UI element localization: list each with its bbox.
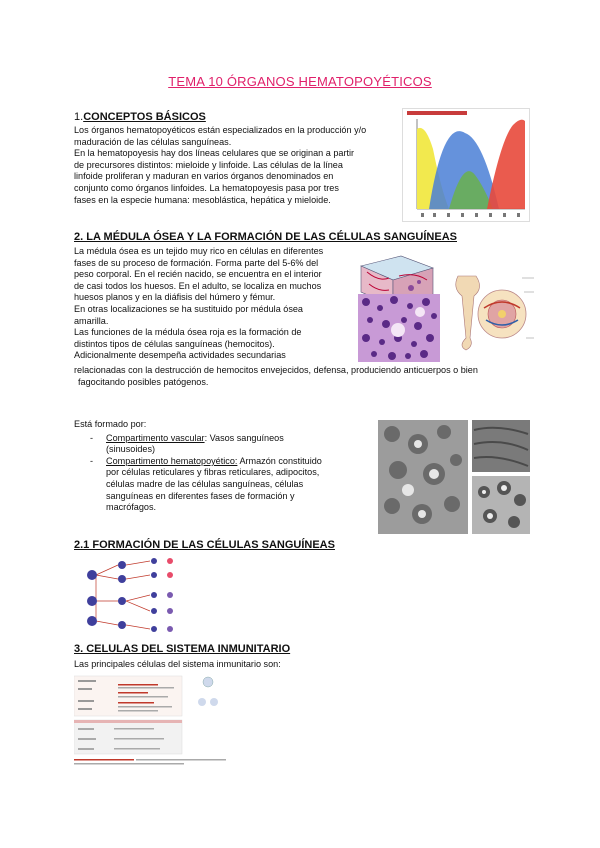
section-3-intro-text: Las principales células del sistema inmunitario son: bbox=[74, 659, 281, 669]
bullet-dash: - bbox=[90, 432, 94, 443]
text-line: En otras localizaciones se ha sustituido por médula ósea bbox=[74, 303, 303, 314]
formed-by-block bbox=[74, 419, 322, 514]
text-line: linfoide proliferan y maduran en varios órganos denominados en bbox=[74, 171, 334, 182]
section-2-heading: 2. LA MÉDULA ÓSEA Y LA FORMACIÓN DE LAS CÉLULAS SANGUÍNEAS bbox=[74, 231, 457, 243]
text-line: relacionadas con la destrucción de hemocitos envejecidos, defensa, produciendo anticuerpos o bien bbox=[74, 364, 478, 375]
section-1-title: CONCEPTOS BÁSICOS bbox=[83, 111, 206, 123]
text-line: Adicionalmente desempeña actividades secundarias bbox=[74, 350, 286, 361]
section-2-1-heading: 2.1 FORMACIÓN DE LAS CÉLULAS SANGUÍNEAS bbox=[74, 539, 335, 551]
bullet-vascular bbox=[74, 433, 322, 445]
text-line: fagocitando posibles patógenos. bbox=[78, 376, 209, 387]
section-3-intro bbox=[74, 659, 281, 671]
bullet-label: Compartimento hematopoyético: bbox=[106, 455, 238, 466]
bone-marrow-histology-image bbox=[358, 294, 440, 362]
section-3-heading: 3. CELULAS DEL SISTEMA INMUNITARIO bbox=[74, 643, 291, 655]
marrow-micrograph-collage bbox=[378, 420, 530, 534]
section-1-number: 1. bbox=[74, 111, 84, 123]
bullet-continuation: macrófagos. bbox=[106, 502, 157, 513]
bullet-continuation: (sinusoides) bbox=[106, 444, 156, 455]
bone-anatomy-figure bbox=[444, 268, 538, 352]
page-title: TEMA 10 ÓRGANOS HEMATOPOYÉTICOS bbox=[168, 74, 432, 89]
bullet-dash: - bbox=[90, 455, 94, 466]
text-line: huesos planos y en la diáfisis del húmero y fémur. bbox=[74, 292, 276, 303]
text-line: En la hematopoyesis hay dos líneas celulares que se originan a partir bbox=[74, 148, 355, 159]
bullet-continuation: por células reticulares y fibras reticulares, adipocitos, bbox=[106, 467, 320, 478]
bullet-text: Armazón constituido bbox=[237, 455, 322, 466]
bullet-label: Compartimento vascular bbox=[106, 432, 205, 443]
blood-cell-formation-diagram bbox=[74, 555, 186, 639]
text-line: fases de su proceso de formación. Forma parte del 5-6% del bbox=[74, 257, 319, 268]
formed-by-intro: Está formado por: bbox=[74, 419, 147, 429]
text-line: Los órganos hematopoyéticos están especializados en la producción y/o bbox=[74, 125, 367, 135]
text-line: amarilla. bbox=[74, 315, 109, 326]
bullet-text: : Vasos sanguíneos bbox=[204, 432, 284, 443]
bullet-continuation: sanguíneas en diferentes fases de formación y bbox=[106, 490, 295, 501]
text-line: La médula ósea es un tejido muy rico en células en diferentes bbox=[74, 246, 324, 256]
text-line: maduración de las células sanguíneas. bbox=[74, 136, 232, 147]
text-line: fases en la especie humana: mesoblástica, hepática y mieloide. bbox=[74, 194, 331, 205]
text-line: distintos tipos de células sanguíneas (hemocitos). bbox=[74, 338, 275, 349]
text-line: de precursores distintos: mieloide y linfoide. Las células de la línea bbox=[74, 159, 343, 170]
immune-cells-table-figure bbox=[74, 674, 234, 766]
hematopoiesis-phases-figure bbox=[402, 108, 530, 222]
text-line: de casi todos los huesos. En el adulto, se localiza en muchos bbox=[74, 280, 322, 291]
bullet-hematopoietic bbox=[74, 456, 322, 468]
section-1-body bbox=[74, 125, 366, 206]
section-1-heading bbox=[74, 111, 206, 123]
text-line: Las funciones de la médula ósea roja es la formación de bbox=[74, 327, 302, 338]
bullet-continuation: células madre de las células sanguíneas, células bbox=[106, 478, 304, 489]
text-line: peso corporal. En el recién nacido, se encuentra en el interior bbox=[74, 269, 322, 280]
text-line: conjunto como órganos linfoides. La hematopoyesis pasa por tres bbox=[74, 182, 339, 193]
